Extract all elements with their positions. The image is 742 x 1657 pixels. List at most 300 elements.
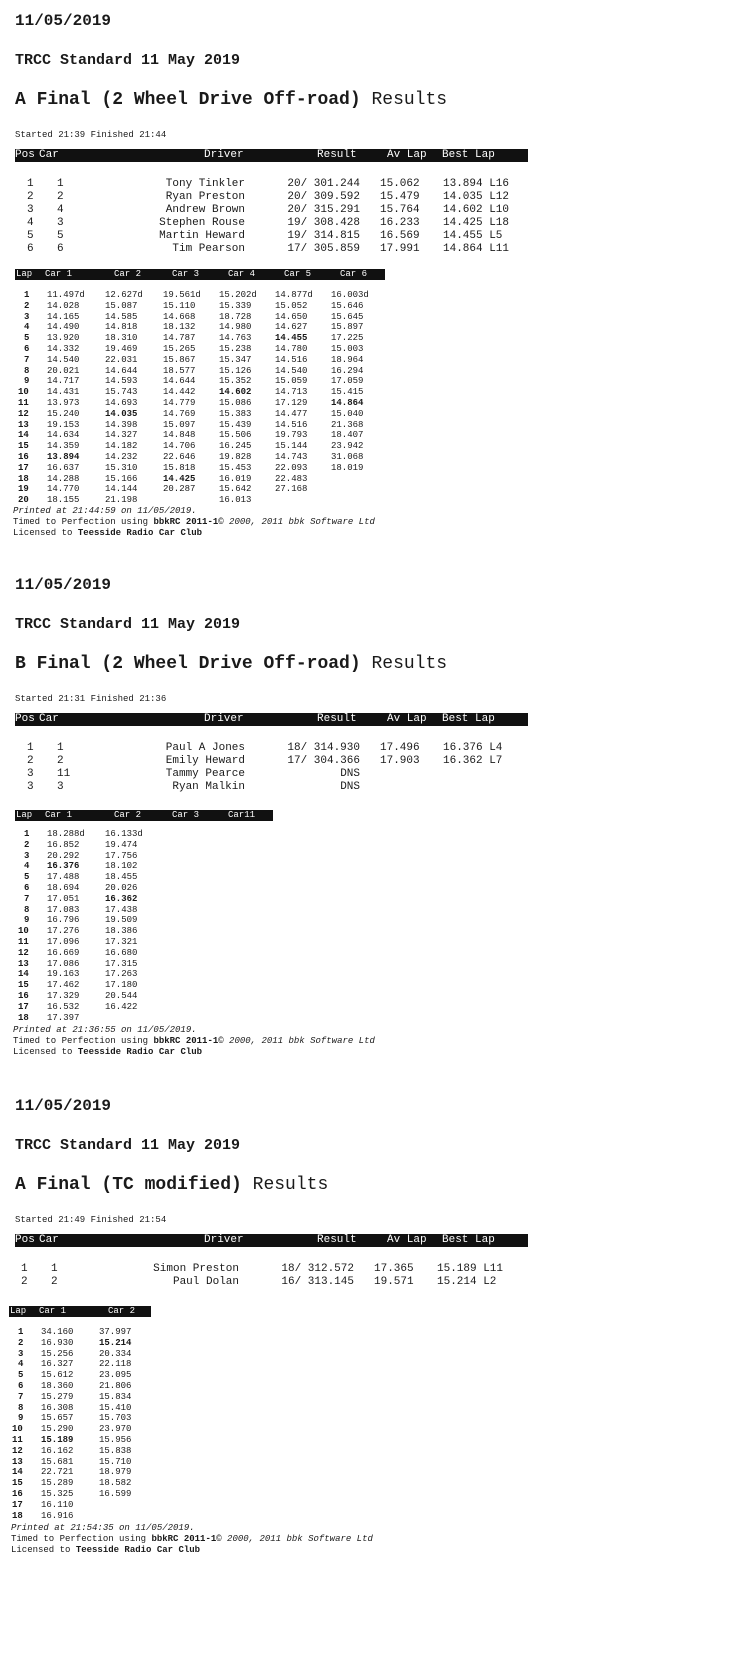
lap-number: 2	[18, 1337, 24, 1348]
result-driver: Stephen Rouse	[159, 217, 245, 229]
lap-time: 23.970	[99, 1424, 132, 1435]
result-av-lap: 17.496	[380, 742, 420, 754]
lap-time: 15.144	[275, 441, 308, 452]
best-lap-time: 15.189	[41, 1434, 74, 1445]
sheet-date: 11/05/2019	[15, 576, 112, 594]
results-header	[15, 713, 528, 726]
lap-time: 14.980	[219, 322, 252, 333]
lap-time: 16.013	[219, 495, 252, 506]
result-best-lap: 14.035 L12	[443, 191, 510, 203]
lap-time: 14.516	[275, 354, 308, 365]
lap-time: 15.646	[331, 300, 364, 311]
lap-time: 14.332	[47, 343, 80, 354]
lap-time: 15.657	[41, 1413, 74, 1424]
lap-time: 15.238	[219, 343, 252, 354]
result-av-lap: 17.991	[380, 243, 420, 255]
printed-at: Printed at 21:36:55 on 11/05/2019.	[13, 1025, 197, 1035]
lap-time: 16.680	[105, 947, 138, 958]
lap-number: 6	[24, 343, 30, 354]
lap-time: 17.180	[105, 980, 138, 991]
result-best-lap: 15.189 L11	[437, 1263, 504, 1275]
lap-time: 14.490	[47, 322, 80, 333]
lap-time: 15.645	[331, 311, 364, 322]
lap-number: 10	[18, 387, 29, 398]
lap-time: 17.129	[275, 397, 308, 408]
lap-time: 14.288	[47, 473, 80, 484]
club-name: Teesside Radio Car Club	[75, 1545, 201, 1555]
lap-time: 12.627d	[105, 290, 143, 300]
lap-number: 4	[18, 1359, 24, 1370]
lap-time: 16.532	[47, 1001, 80, 1012]
result-pos: 1	[21, 1263, 28, 1275]
print-footer	[11, 1523, 373, 1556]
lap-time: 15.339	[219, 300, 252, 311]
lap-time: 18.386	[105, 926, 138, 937]
lap-time: 16.245	[219, 441, 252, 452]
lap-time: 15.325	[41, 1488, 74, 1499]
header-result: Result	[317, 713, 357, 725]
lap-time: 15.265	[163, 343, 196, 354]
lap-time: 17.321	[105, 936, 138, 947]
best-lap-time: 15.214	[99, 1337, 132, 1348]
printed-line	[13, 506, 375, 517]
lap-time: 14.650	[275, 311, 308, 322]
result-pos: 3	[27, 768, 34, 780]
copyright: © 2000, 2011 bbk Software Ltd	[218, 517, 375, 527]
lap-time: 14.713	[275, 387, 308, 398]
timed-prefix: Timed to Perfection using	[11, 1534, 147, 1544]
lap-time: 14.693	[105, 397, 138, 408]
results-word: Results	[371, 90, 448, 110]
lap-times-header	[15, 269, 385, 280]
result-best-lap: 15.214 L2	[437, 1276, 497, 1288]
header-result: Result	[317, 149, 357, 161]
lap-time: 15.681	[41, 1456, 74, 1467]
lap-time: 14.516	[275, 419, 308, 430]
lap-time: 15.743	[105, 387, 138, 398]
lap-number: 4	[24, 861, 30, 872]
result-car: 2	[51, 1276, 58, 1288]
lap-time: 22.646	[163, 451, 196, 462]
lap-time: 19.153	[47, 419, 80, 430]
lap-time: 14.232	[105, 451, 138, 462]
lap-time: 15.897	[331, 322, 364, 333]
lap-time: 19.561d	[163, 290, 201, 300]
lap-time: 13.973	[47, 397, 80, 408]
result-best-lap: 14.425 L18	[443, 217, 510, 229]
header-best-lap: Best Lap	[442, 1234, 495, 1246]
lap-time: 15.310	[105, 462, 138, 473]
result-driver: Emily Heward	[165, 755, 245, 767]
header-av-lap: Av Lap	[387, 1234, 427, 1246]
lap-number: 7	[24, 893, 30, 904]
lap-number: 8	[24, 904, 30, 915]
result-car: 3	[57, 217, 64, 229]
lap-time: 19.474	[105, 839, 138, 850]
lap-time: 18.019	[331, 462, 364, 473]
header-car: Car	[39, 1234, 59, 1246]
race-title	[15, 654, 447, 674]
race-name: A Final (2 Wheel Drive Off-road)	[15, 90, 361, 110]
lap-time: 17.263	[105, 969, 138, 980]
software-name: bbkRC 2011-1	[153, 1036, 219, 1046]
lap-time: 20.292	[47, 850, 80, 861]
result-total: 19/ 308.428	[287, 217, 360, 229]
race-times: Started 21:31 Finished 21:36	[15, 694, 167, 704]
lap-time: 16.327	[41, 1359, 74, 1370]
result-row	[15, 742, 555, 755]
lap-time: 23.942	[331, 441, 364, 452]
lap-time: 15.097	[163, 419, 196, 430]
result-best-lap: 13.894 L16	[443, 178, 510, 190]
result-car: 6	[57, 243, 64, 255]
lap-number: 18	[18, 1012, 29, 1023]
lap-time: 16.852	[47, 839, 80, 850]
lap-time: 18.728	[219, 311, 252, 322]
header-driver: Driver	[204, 1234, 244, 1246]
lap-time: 21.806	[99, 1380, 132, 1391]
lap-time: 17.329	[47, 990, 80, 1001]
lap-time: 15.040	[331, 408, 364, 419]
lap-time: 14.668	[163, 311, 196, 322]
lap-number: 6	[18, 1380, 24, 1391]
timed-prefix: Timed to Perfection using	[13, 1036, 149, 1046]
lap-time: 14.787	[163, 333, 196, 344]
lap-number: 10	[12, 1424, 23, 1435]
lap-time: 16.003d	[331, 290, 369, 300]
lap-number: 18	[18, 473, 29, 484]
result-car: 1	[57, 742, 64, 754]
lap-time: 22.093	[275, 462, 308, 473]
result-total: 20/ 315.291	[287, 204, 360, 216]
meeting-title: TRCC Standard 11 May 2019	[15, 1137, 241, 1154]
header-driver: Driver	[204, 149, 244, 161]
lap-time: 22.721	[41, 1467, 74, 1478]
result-car: 2	[57, 755, 64, 767]
lap-number: 13	[18, 419, 29, 430]
lap-number: 17	[12, 1499, 23, 1510]
lap-time: 20.544	[105, 990, 138, 1001]
header-driver: Driver	[204, 713, 244, 725]
result-row	[15, 243, 555, 256]
result-driver: Ryan Preston	[165, 191, 245, 203]
lap-time: 14.028	[47, 300, 80, 311]
lap-time: 14.763	[219, 333, 252, 344]
result-best-lap: 14.602 L10	[443, 204, 510, 216]
printed-line	[13, 1025, 375, 1036]
lap-number: 13	[12, 1456, 23, 1467]
lap-time: 14.634	[47, 430, 80, 441]
lap-time: 16.422	[105, 1001, 138, 1012]
lap-number: 5	[18, 1370, 24, 1381]
lap-time: 14.165	[47, 311, 80, 322]
lap-time: 15.059	[275, 376, 308, 387]
result-total: 18/ 312.572	[281, 1263, 354, 1275]
lap-number: 8	[18, 1402, 24, 1413]
software-name: bbkRC 2011-1	[153, 517, 219, 527]
lap-time: 17.488	[47, 872, 80, 883]
result-pos: 6	[27, 243, 34, 255]
lap-time: 17.096	[47, 936, 80, 947]
lap-number: 11	[18, 936, 29, 947]
result-av-lap: 19.571	[374, 1276, 414, 1288]
lap-number: 14	[18, 969, 29, 980]
lap-time: 14.780	[275, 343, 308, 354]
result-car: 4	[57, 204, 64, 216]
licensed-line	[13, 528, 375, 539]
lap-number: 12	[18, 947, 29, 958]
results-table	[15, 742, 555, 794]
result-pos: 1	[27, 742, 34, 754]
lap-number: 9	[24, 376, 30, 387]
lap-time: 15.279	[41, 1391, 74, 1402]
lap-time: 18.694	[47, 882, 80, 893]
lap-time: 15.415	[331, 387, 364, 398]
result-driver: Paul A Jones	[165, 742, 245, 754]
lap-time: 16.133d	[105, 829, 143, 839]
lap-time: 15.642	[219, 484, 252, 495]
best-lap-time: 14.602	[219, 387, 252, 398]
licensed-line	[11, 1545, 373, 1556]
lap-time: 17.756	[105, 850, 138, 861]
lap-number: 16	[18, 451, 29, 462]
lap-number: 3	[24, 311, 30, 322]
sheet-date: 11/05/2019	[15, 12, 112, 30]
header-lap: Lap	[10, 1306, 27, 1316]
lap-time: 15.439	[219, 419, 252, 430]
lap-number: 9	[24, 915, 30, 926]
header-result: Result	[317, 1234, 357, 1246]
lap-number: 13	[18, 958, 29, 969]
lap-number: 2	[24, 300, 30, 311]
lap-time: 15.834	[99, 1391, 132, 1402]
lap-time: 16.669	[47, 947, 80, 958]
race-title	[15, 90, 447, 110]
header-car: Car	[39, 713, 59, 725]
results-header	[15, 1234, 528, 1247]
lap-time: 15.612	[41, 1370, 74, 1381]
lap-number: 16	[12, 1488, 23, 1499]
lap-column-header: Car 1	[45, 269, 73, 279]
result-total: 16/ 313.145	[281, 1276, 354, 1288]
lap-time: 18.407	[331, 430, 364, 441]
results-word: Results	[252, 1175, 329, 1195]
lap-time: 18.964	[331, 354, 364, 365]
lap-number: 19	[18, 484, 29, 495]
lap-time: 22.031	[105, 354, 138, 365]
lap-time: 16.930	[41, 1337, 74, 1348]
header-av-lap: Av Lap	[387, 713, 427, 725]
lap-time: 14.593	[105, 376, 138, 387]
lap-time: 14.769	[163, 408, 196, 419]
lap-time: 14.327	[105, 430, 138, 441]
lap-column-header: Car 2	[108, 1306, 136, 1316]
lap-column-header: Car 1	[45, 810, 73, 820]
lap-number: 7	[24, 354, 30, 365]
lap-number: 12	[12, 1445, 23, 1456]
lap-column-header: Car 1	[39, 1306, 67, 1316]
lap-number: 9	[18, 1413, 24, 1424]
lap-time: 31.068	[331, 451, 364, 462]
lap-time: 15.347	[219, 354, 252, 365]
printed-at: Printed at 21:44:59 on 11/05/2019.	[13, 506, 197, 516]
lap-time: 16.308	[41, 1402, 74, 1413]
lap-time: 17.083	[47, 904, 80, 915]
lap-time: 15.110	[163, 300, 196, 311]
lap-time: 17.438	[105, 904, 138, 915]
lap-time: 18.979	[99, 1467, 132, 1478]
lap-time: 14.359	[47, 441, 80, 452]
lap-column-header: Car 3	[172, 810, 200, 820]
result-best-lap: 16.376 L4	[443, 742, 503, 754]
lap-time: 19.509	[105, 915, 138, 926]
results-table	[9, 1263, 549, 1289]
club-name: Teesside Radio Car Club	[77, 1047, 203, 1057]
result-car: 3	[57, 781, 64, 793]
timed-line	[13, 1036, 375, 1047]
lap-times-header	[15, 810, 273, 821]
lap-number: 11	[12, 1434, 23, 1445]
lap-time: 20.287	[163, 484, 196, 495]
lap-number: 15	[12, 1478, 23, 1489]
result-best-lap: 14.864 L11	[443, 243, 510, 255]
timed-prefix: Timed to Perfection using	[13, 517, 149, 527]
lap-time: 17.225	[331, 333, 364, 344]
result-pos: 5	[27, 230, 34, 242]
lap-number: 15	[18, 441, 29, 452]
lap-number: 3	[18, 1348, 24, 1359]
lap-time: 15.453	[219, 462, 252, 473]
result-pos: 3	[27, 204, 34, 216]
lap-time: 18.310	[105, 333, 138, 344]
result-row	[15, 217, 555, 230]
printed-at: Printed at 21:54:35 on 11/05/2019.	[11, 1523, 195, 1533]
lap-number: 1	[24, 829, 30, 839]
lap-time: 18.132	[163, 322, 196, 333]
lap-number: 11	[18, 397, 29, 408]
lap-time: 14.644	[105, 365, 138, 376]
result-row	[15, 204, 555, 217]
lap-time: 14.644	[163, 376, 196, 387]
lap-time: 14.442	[163, 387, 196, 398]
race-times: Started 21:39 Finished 21:44	[15, 130, 167, 140]
lap-time: 14.540	[47, 354, 80, 365]
result-car: 1	[51, 1263, 58, 1275]
licensed-line	[13, 1047, 375, 1058]
result-driver: Ryan Malkin	[172, 781, 245, 793]
header-car: Car	[39, 149, 59, 161]
lap-time: 17.276	[47, 926, 80, 937]
lap-number: 8	[24, 365, 30, 376]
lap-time: 11.497d	[47, 290, 85, 300]
lap-time: 16.019	[219, 473, 252, 484]
lap-time: 15.240	[47, 408, 80, 419]
best-lap-time: 14.455	[275, 333, 308, 344]
lap-column-header: Car 2	[114, 269, 142, 279]
lap-number: 5	[24, 872, 30, 883]
result-av-lap: 15.764	[380, 204, 420, 216]
result-car: 11	[57, 768, 71, 780]
printed-line	[11, 1523, 373, 1534]
print-footer	[13, 506, 375, 539]
lap-time: 22.118	[99, 1359, 132, 1370]
lap-time: 18.288d	[47, 829, 85, 839]
header-best-lap: Best Lap	[442, 713, 495, 725]
result-driver: Tony Tinkler	[165, 178, 245, 190]
result-av-lap: 15.062	[380, 178, 420, 190]
result-best-lap: 16.362 L7	[443, 755, 503, 767]
lap-time: 22.483	[275, 473, 308, 484]
lap-time: 17.315	[105, 958, 138, 969]
lap-time: 16.294	[331, 365, 364, 376]
result-row	[15, 178, 555, 191]
result-av-lap: 15.479	[380, 191, 420, 203]
result-car: 2	[57, 191, 64, 203]
lap-number: 10	[18, 926, 29, 937]
result-row	[15, 768, 555, 781]
result-pos: 1	[27, 178, 34, 190]
result-av-lap: 16.233	[380, 217, 420, 229]
result-row	[9, 1263, 549, 1276]
lap-time: 14.877d	[275, 290, 313, 300]
lap-time: 14.431	[47, 387, 80, 398]
best-lap-time: 16.376	[47, 861, 80, 872]
lap-time: 14.477	[275, 408, 308, 419]
result-av-lap: 16.569	[380, 230, 420, 242]
lap-time: 14.779	[163, 397, 196, 408]
best-lap-time: 14.035	[105, 408, 138, 419]
result-total: 20/ 309.592	[287, 191, 360, 203]
lap-time: 15.166	[105, 473, 138, 484]
result-pos: 2	[21, 1276, 28, 1288]
result-driver: Andrew Brown	[165, 204, 245, 216]
licensed-prefix: Licensed to	[13, 528, 73, 538]
result-total: DNS	[340, 781, 360, 793]
result-total: DNS	[340, 768, 360, 780]
print-footer	[13, 1025, 375, 1058]
lap-column-header: Car 5	[284, 269, 312, 279]
lap-time: 15.352	[219, 376, 252, 387]
lap-times-header	[9, 1306, 151, 1317]
copyright: © 2000, 2011 bbk Software Ltd	[216, 1534, 373, 1544]
lap-time: 15.956	[99, 1434, 132, 1445]
lap-time: 18.360	[41, 1380, 74, 1391]
lap-time: 20.021	[47, 365, 80, 376]
lap-time: 21.368	[331, 419, 364, 430]
lap-number: 2	[24, 839, 30, 850]
lap-time: 19.828	[219, 451, 252, 462]
result-total: 17/ 304.366	[287, 755, 360, 767]
lap-time: 15.703	[99, 1413, 132, 1424]
lap-time: 15.086	[219, 397, 252, 408]
best-lap-time: 16.362	[105, 893, 138, 904]
result-driver: Tim Pearson	[172, 243, 245, 255]
lap-number: 5	[24, 333, 30, 344]
result-total: 17/ 305.859	[287, 243, 360, 255]
lap-time: 20.334	[99, 1348, 132, 1359]
result-pos: 3	[27, 781, 34, 793]
lap-time: 15.126	[219, 365, 252, 376]
result-driver: Simon Preston	[153, 1263, 239, 1275]
lap-number: 7	[18, 1391, 24, 1402]
lap-time: 17.059	[331, 376, 364, 387]
lap-time: 14.398	[105, 419, 138, 430]
lap-time: 16.637	[47, 462, 80, 473]
result-best-lap: 14.455 L5	[443, 230, 503, 242]
lap-time: 15.867	[163, 354, 196, 365]
lap-time: 15.289	[41, 1478, 74, 1489]
lap-number: 20	[18, 495, 29, 506]
